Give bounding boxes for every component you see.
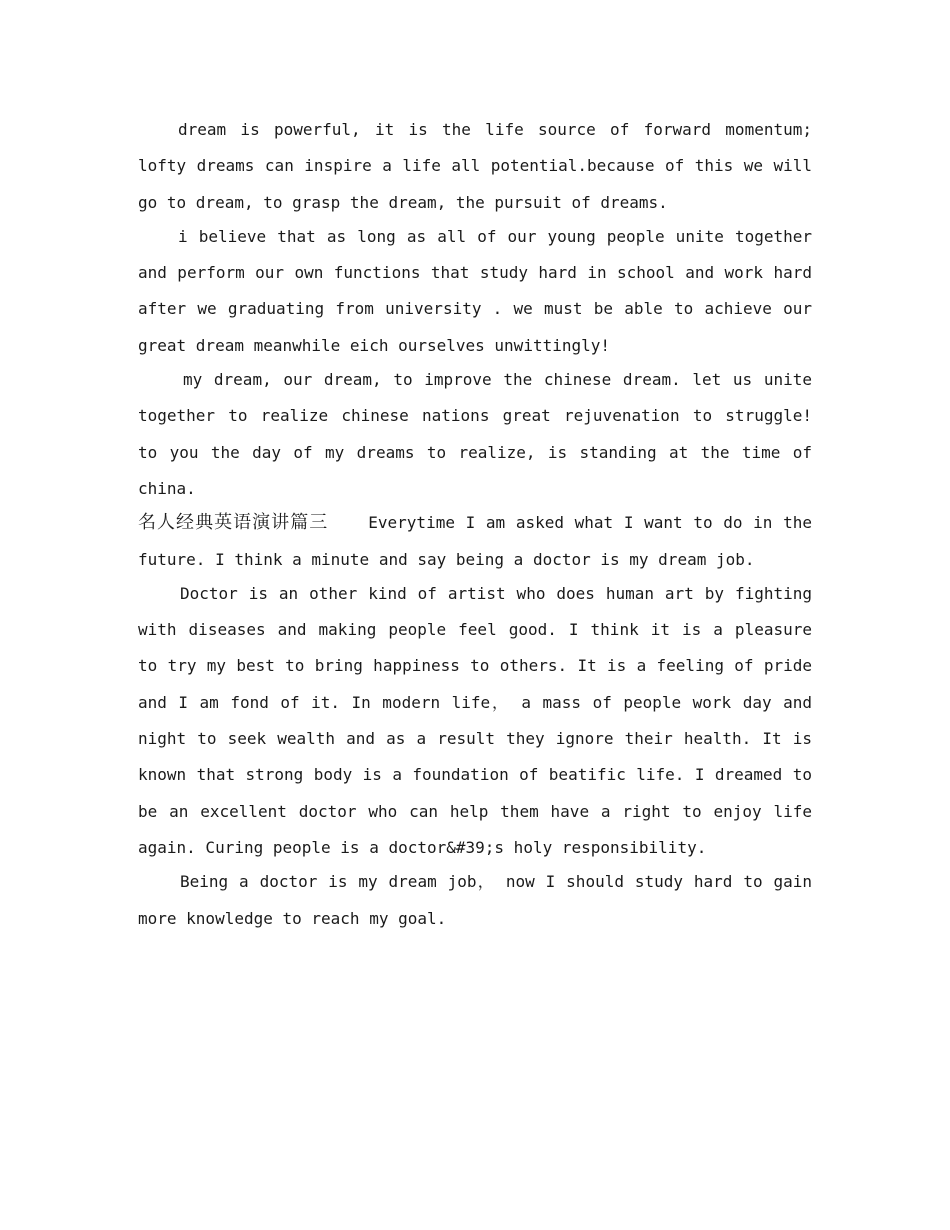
section-heading: 名人经典英语演讲篇三 [138, 512, 329, 534]
section-three-paragraph [138, 505, 812, 578]
document-body [138, 112, 812, 935]
section-first-paragraph: Everytime I am asked what I want to do in the future. I think a minute and say being a doctor is my dream job. [138, 513, 813, 569]
paragraph-doctor-artist: Doctor is an other kind of artist who does human art by fighting with diseases and making people feel good. I think it is a pleasure to try my best to bring happiness to others. It is a feeling of pride and I am fond of it. In modern life， a mass of people work day and night to seek wealth and as a result they ignore their health. It is known that strong body is a foundation of beatific life. I dreamed to be an excellent doctor who can help them have a right to enjoy life again. Curing people is a doctor&#39;s holy responsibility. [138, 583, 812, 857]
paragraph-dream-job-goal: Being a doctor is my dream job， now I should study hard to gain more knowledge to reach my goal. [138, 872, 812, 928]
paragraph-young-people-unite: i believe that as long as all of our young people unite together and perform our own functions that study hard in school and work hard after we graduating from university . we must be able to achieve our great dream meanwhile eich ourselves unwittingly! [138, 226, 812, 355]
paragraph-dream-powerful: dream is powerful, it is the life source of forward momentum; lofty dreams can inspire a life all potential.because of this we will go to dream, to grasp the dream, the pursuit of dreams. [138, 120, 812, 212]
paragraph-chinese-dream: my dream, our dream, to improve the chinese dream. let us unite together to realize chinese nations great rejuvenation to struggle! to you the day of my dreams to realize, is standing at the time of china. [138, 370, 812, 498]
